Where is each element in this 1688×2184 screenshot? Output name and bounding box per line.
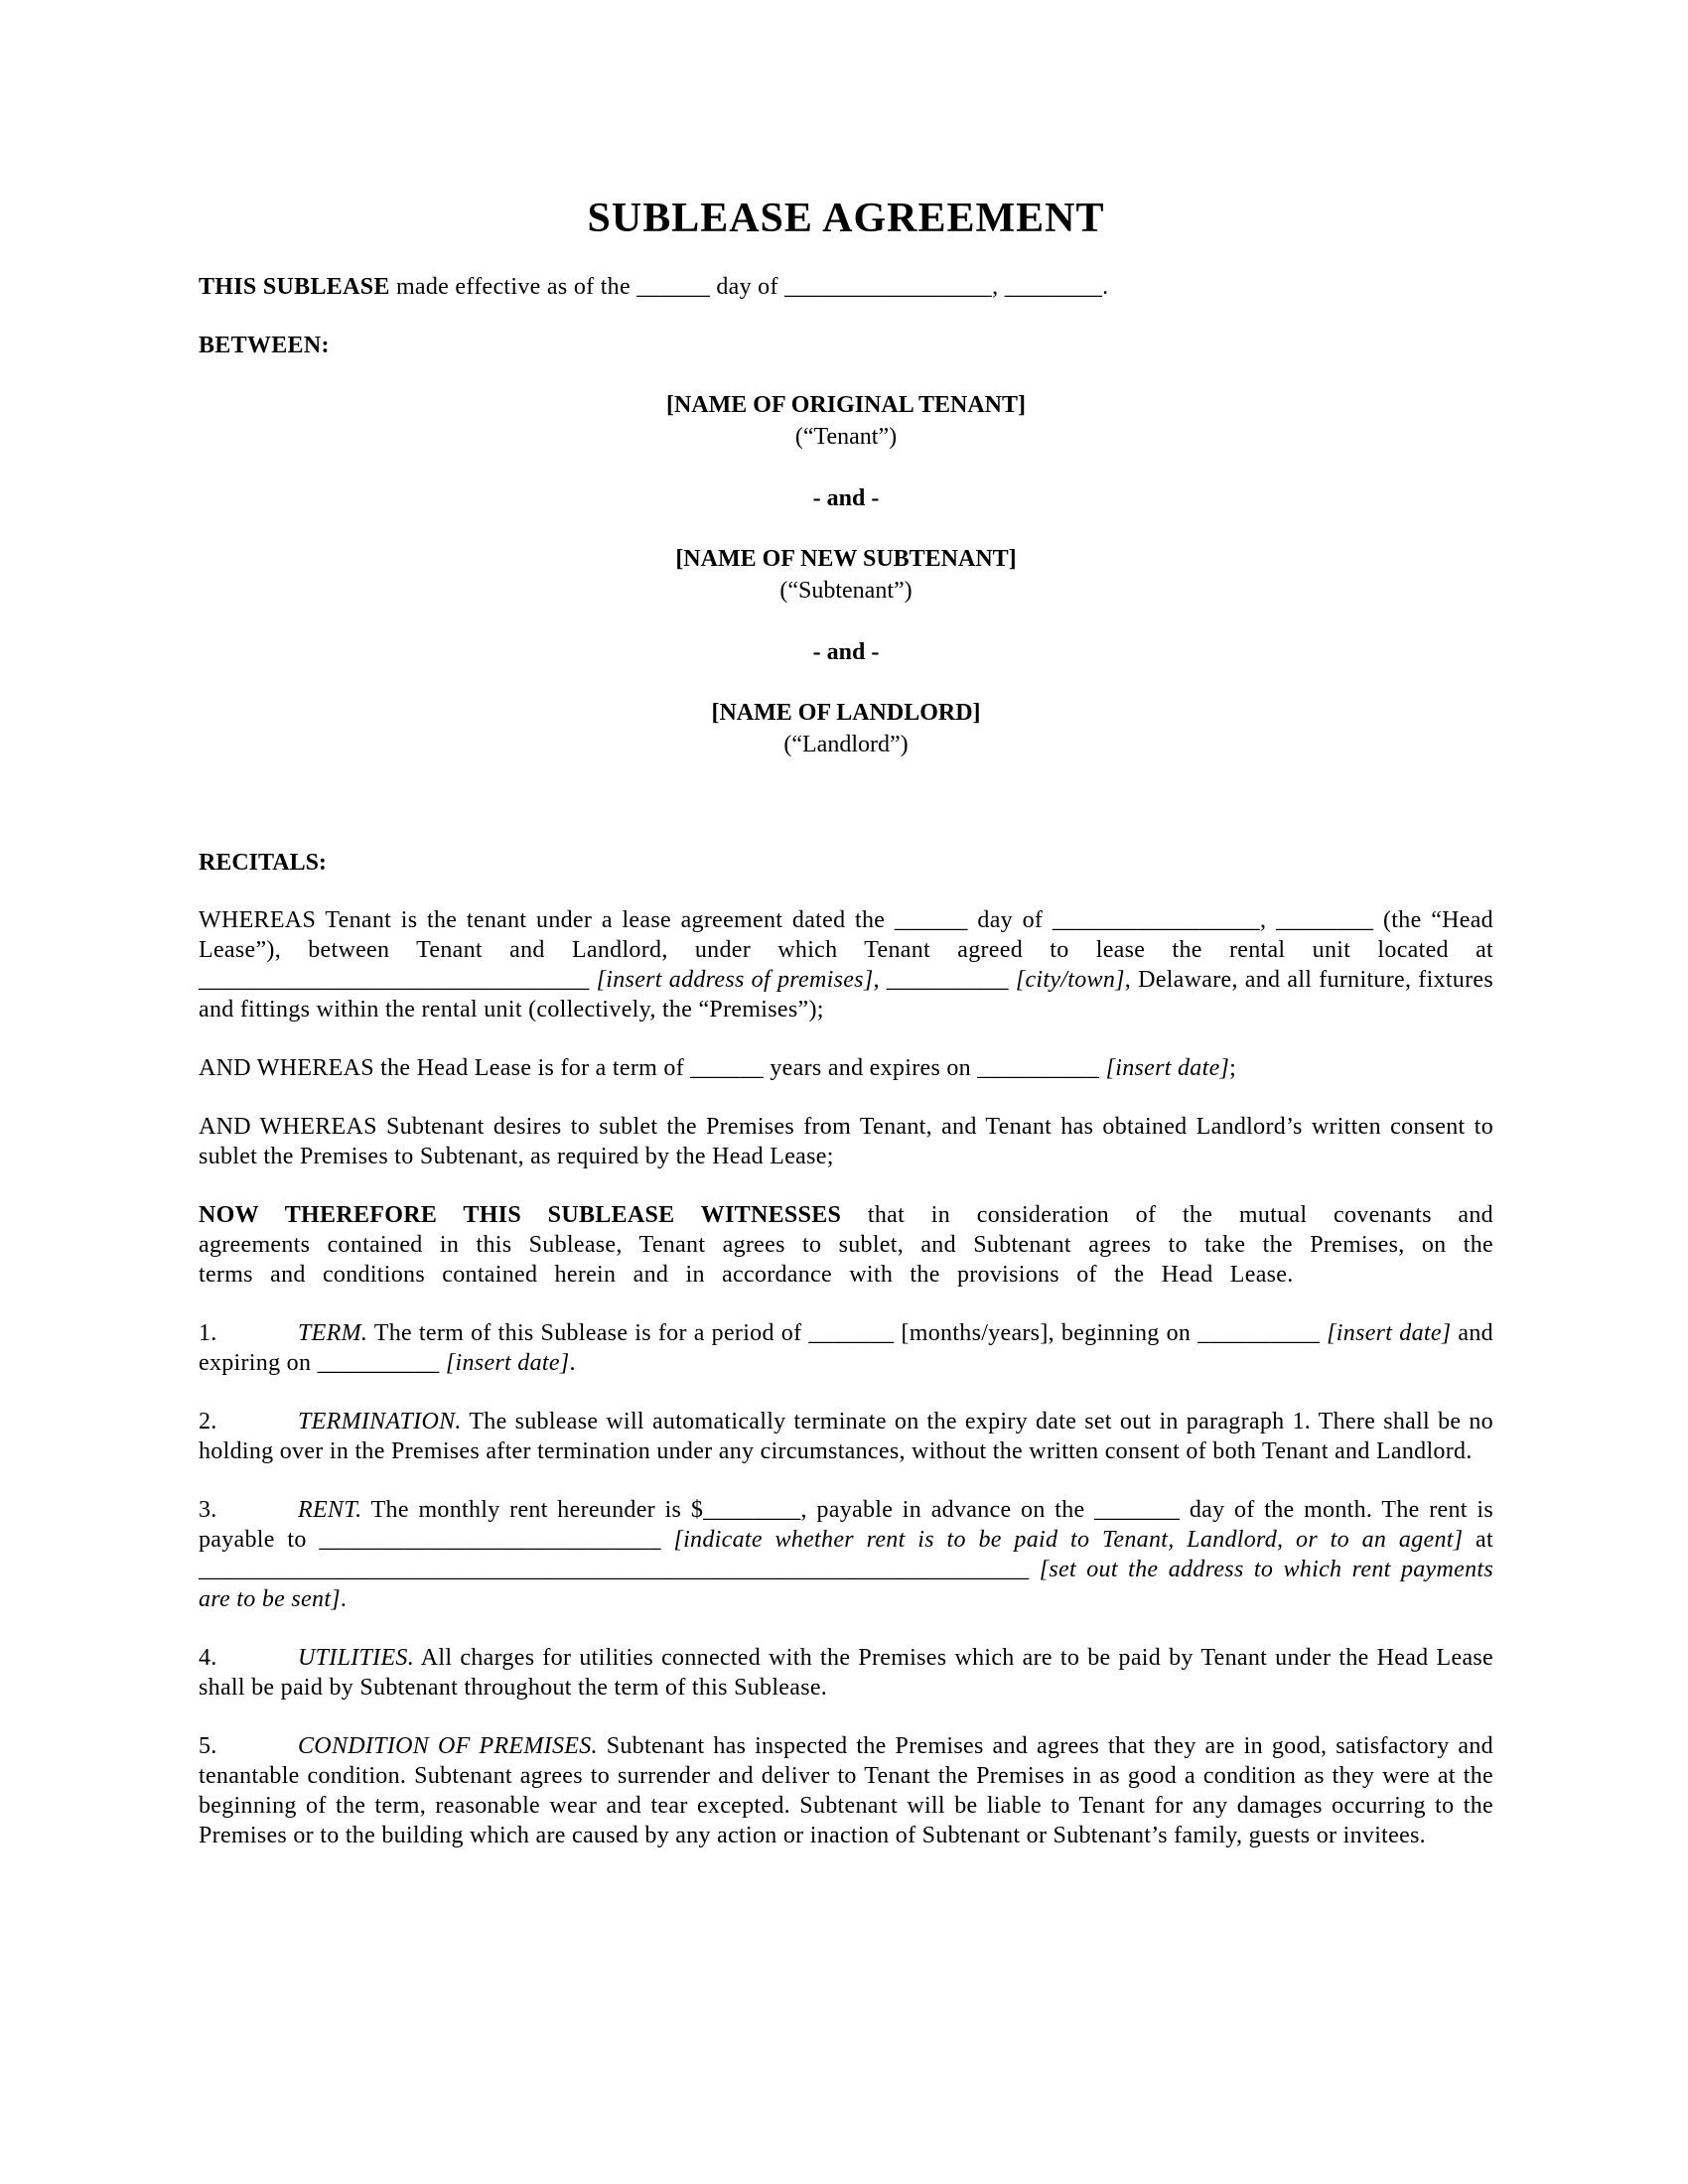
clause-3-number: 3.	[199, 1497, 217, 1523]
text-run: Subtenant has inspected the Premises and agrees that they are in good, satisfactory and tenantable condition. Subtenant agrees to surrender and deliver to Tenant the Premises in as good a condition as they were at the beginning of the term, reasonable wear and tear excepted. Subtenant will be liable to Tenant for any damages occurring to the Premises or to the building which are caused by any action or inaction of Subtenant or Subtenant’s family, guests or invitees.	[199, 1733, 1493, 1848]
text-run: [insert date]	[1105, 1055, 1230, 1081]
party-name-new-subtenant: [NAME OF NEW SUBTENANT]	[675, 546, 1017, 572]
text-run: , __________	[873, 967, 1016, 993]
text-run: THIS SUBLEASE	[199, 274, 390, 300]
and-separator: - and -	[812, 485, 880, 511]
recital-paragraph-term-expiry	[199, 1053, 1493, 1083]
clause-5-text	[199, 1733, 1493, 1848]
text-run: [insert address of premises]	[596, 967, 874, 993]
text-run: [indicate whether rent is to be paid to Tenant, Landlord, or to an agent]	[673, 1527, 1464, 1553]
text-run: ;	[1229, 1055, 1237, 1081]
text-run: The sublease will automatically terminate on the expiry date set out in paragraph 1. There shall be no holding over in the Premises after termination under any circumstances, without the written consent of both Tenant and Landlord.	[199, 1409, 1493, 1464]
recital-paragraph-consent	[199, 1112, 1493, 1171]
party-block-subtenant	[199, 543, 1493, 607]
text-run: UTILITIES.	[298, 1645, 415, 1671]
text-run: that in consideration of the mutual covenants and agreements contained in this Sublease, Tenant agrees to sublet, and Subtenant agrees to take the Premises, on the terms and conditions contained herein and in accordance with the provisions of the Head Lease.	[199, 1202, 1493, 1288]
clause-1-term	[199, 1318, 1493, 1378]
clause-5-number: 5.	[199, 1733, 217, 1759]
text-run: , Delaware, and all furniture, fixtures and fittings within the rental unit (collectively, the “Premises”);	[199, 967, 1493, 1023]
text-run: AND WHEREAS the Head Lease is for a term of ______ years and expires on __________	[199, 1055, 1106, 1081]
text-run: WHEREAS Tenant is the tenant under a lease agreement dated the ______ day of _________________, ________ (the “Head Lease”), between Tenant and Landlord, under which Tenant agreed to lease the rental unit located at ________________________________	[199, 907, 1493, 993]
text-run: [insert date]	[1327, 1320, 1452, 1346]
document-title: SUBLEASE AGREEMENT	[587, 196, 1105, 241]
witnesses-paragraph	[199, 1200, 1493, 1290]
clause-4-utilities	[199, 1643, 1493, 1703]
party-block-tenant	[199, 389, 1493, 453]
clause-1-number: 1.	[199, 1320, 217, 1346]
text-run: AND WHEREAS Subtenant desires to sublet the Premises from Tenant, and Tenant has obtained Landlord’s written consent to sublet the Premises to Subtenant, as required by the Head Lease;	[199, 1114, 1493, 1169]
text-run: made effective as of the ______ day of _________________, ________.	[389, 274, 1109, 300]
party-alias-tenant: (“Tenant”)	[794, 424, 898, 450]
party-block-landlord	[199, 697, 1493, 760]
text-run: TERMINATION.	[298, 1409, 462, 1434]
text-run: All charges for utilities connected with the Premises which are to be paid by Tenant under the Head Lease shall be paid by Subtenant throughout the term of this Sublease.	[199, 1645, 1493, 1701]
clause-1-text	[199, 1320, 1493, 1376]
clause-5-condition-of-premises	[199, 1731, 1493, 1850]
clause-3-text	[199, 1497, 1493, 1612]
clause-2-text	[199, 1409, 1493, 1464]
text-run: The monthly rent hereunder is $________, payable in advance on the _______ day of the month. The rent is payable to ____________________________	[199, 1497, 1493, 1553]
party-alias-landlord: (“Landlord”)	[783, 732, 909, 757]
clause-2-number: 2.	[199, 1409, 217, 1434]
text-run: TERM.	[298, 1320, 368, 1346]
text-run: [set out the address to which rent payments are to be sent]	[199, 1557, 1493, 1612]
text-run: .	[569, 1350, 576, 1376]
clause-3-rent	[199, 1495, 1493, 1614]
text-run: at ____________________________________________________________________	[199, 1527, 1493, 1582]
text-run: The term of this Sublease is for a period of _______ [months/years], beginning on __________	[367, 1320, 1328, 1346]
clause-4-text	[199, 1645, 1493, 1701]
intro-paragraph	[199, 272, 1493, 302]
text-run: NOW THEREFORE THIS SUBLEASE WITNESSES	[199, 1202, 842, 1228]
clause-2-termination	[199, 1407, 1493, 1466]
clause-4-number: 4.	[199, 1645, 217, 1671]
recitals-label: RECITALS:	[199, 850, 327, 876]
text-run: [city/town]	[1015, 967, 1125, 993]
between-label: BETWEEN:	[199, 333, 330, 358]
text-run: .	[340, 1586, 348, 1612]
party-alias-subtenant: (“Subtenant”)	[779, 578, 913, 604]
recital-paragraph-whereas-head-lease	[199, 905, 1493, 1024]
party-name-original-tenant: [NAME OF ORIGINAL TENANT]	[665, 392, 1027, 418]
party-name-landlord: [NAME OF LANDLORD]	[711, 700, 981, 726]
text-run: and expiring on __________	[199, 1320, 1493, 1376]
and-separator: - and -	[812, 639, 880, 665]
text-run: CONDITION OF PREMISES.	[298, 1733, 598, 1759]
text-run: RENT.	[298, 1497, 362, 1523]
text-run: [insert date]	[445, 1350, 570, 1376]
